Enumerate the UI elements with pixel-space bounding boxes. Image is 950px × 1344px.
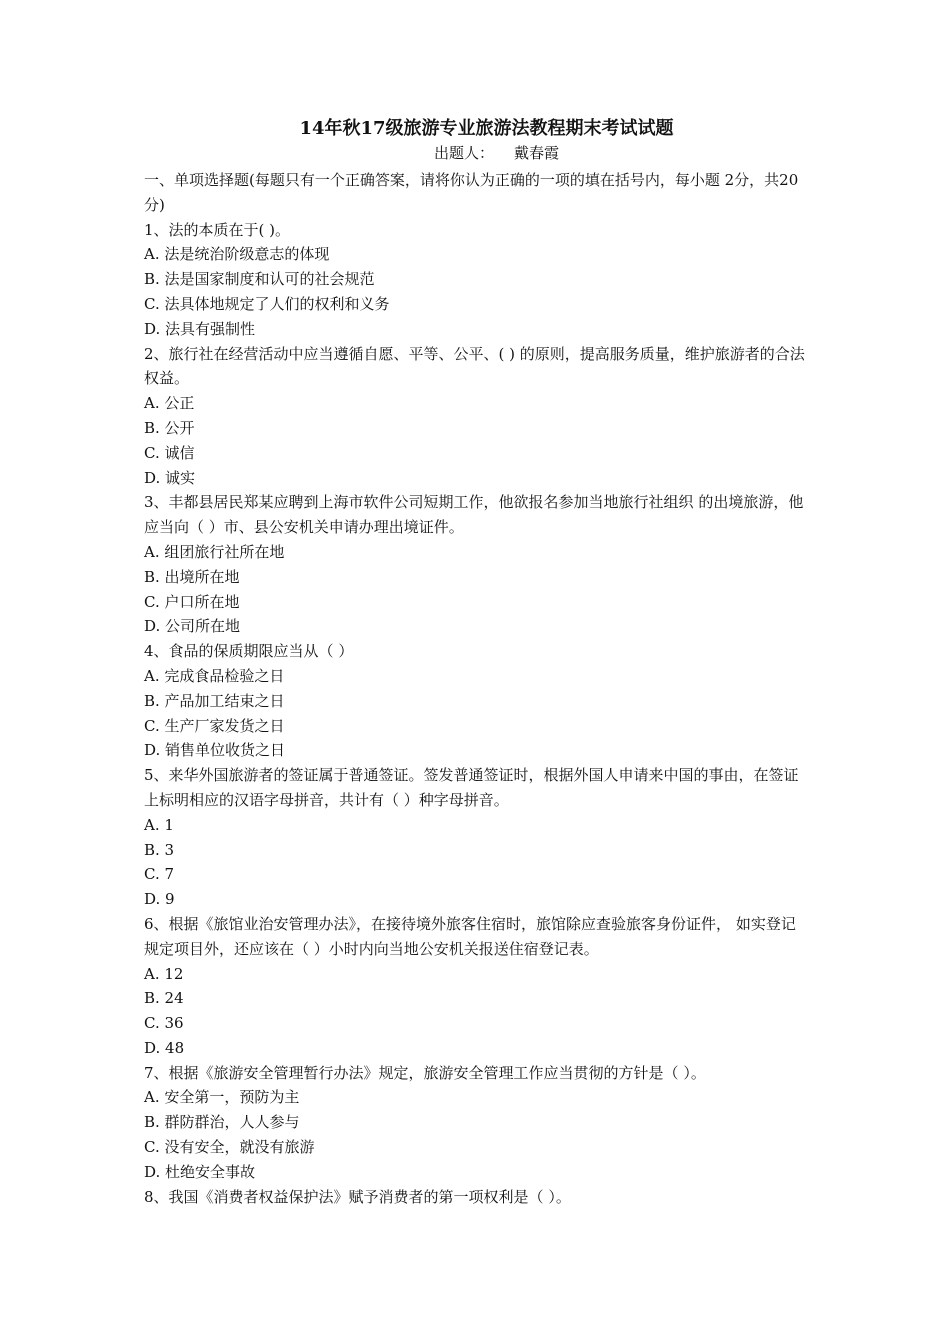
answer-option: C. 7 [144,865,175,884]
document-page [144,116,809,1209]
question-4 [144,639,809,763]
question-1 [144,218,809,342]
question-6 [144,912,809,1061]
document-title: 14年秋17级旅游专业旅游法教程期末考试试题 [299,118,674,139]
answer-option: A. 公正 [144,394,195,413]
author-name: 戴春霞 [514,144,560,162]
answer-option: C. 没有安全，就没有旅游 [144,1138,315,1157]
question-stem: 1、法的本质在于( )。 [144,220,291,239]
question-5 [144,763,809,912]
answer-option: D. 公司所在地 [144,617,241,636]
answer-option: D. 48 [144,1038,185,1057]
answer-option: A. 安全第一，预防为主 [144,1088,300,1107]
question-stem: 2、旅行社在经营活动中应当遵循自愿、平等、公平、( ) 的原则，提高服务质量，维护旅游者的合法权益。 [144,344,805,388]
section-heading: 一、单项选择题(每题只有一个正确答案，请将你认为正确的一项的填在括号内，每小题 2分，共20分) [144,171,799,214]
answer-option: B. 24 [144,989,184,1008]
question-stem: 7、根据《旅游安全管理暂行办法》规定，旅游安全管理工作应当贯彻的方针是（ ）。 [144,1063,706,1082]
answer-option: A. 1 [144,815,174,834]
question-2 [144,342,809,491]
question-stem: 3、丰都县居民郑某应聘到上海市软件公司短期工作，他欲报名参加当地旅行社组织 的出境旅游，他应当向（ ）市、县公安机关申请办理出境证件。 [144,493,804,537]
answer-option: C. 生产厂家发货之日 [144,716,285,735]
answer-option: C. 户口所在地 [144,592,240,611]
question-7 [144,1061,809,1185]
question-stem: 6、根据《旅馆业治安管理办法》，在接待境外旅客住宿时，旅馆除应查验旅客身份证件， 如实登记规定项目外，还应该在（ ）小时内向当地公安机关报送住宿登记表。 [144,914,796,958]
question-3 [144,490,809,639]
answer-option: D. 杜绝安全事故 [144,1162,256,1181]
answer-option: A. 完成食品检验之日 [144,666,285,685]
answer-option: A. 组团旅行社所在地 [144,542,285,561]
answer-option: B. 群防群治，人人参与 [144,1113,300,1132]
question-stem: 8、我国《消费者权益保护法》赋予消费者的第一项权利是（ ）。 [144,1187,571,1206]
answer-option: D. 销售单位收货之日 [144,741,286,760]
answer-option: A. 法是统治阶级意志的体现 [144,245,330,264]
answer-option: B. 产品加工结束之日 [144,691,285,710]
answer-option: D. 诚实 [144,468,196,487]
answer-option: C. 36 [144,1014,184,1033]
answer-option: B. 出境所在地 [144,567,240,586]
answer-option: D. 法具有强制性 [144,319,256,338]
answer-option: B. 3 [144,840,175,859]
author-label: 出题人： [433,144,494,162]
question-stem: 4、食品的保质期限应当从（ ） [144,642,354,661]
author-line [144,142,809,164]
question-list [144,218,809,1210]
answer-option: B. 公开 [144,418,195,437]
question-stem: 5、来华外国旅游者的签证属于普通签证。签发普通签证时，根据外国人申请来中国的事由，在签证上标明相应的汉语字母拼音，共计有（ ）种字母拼音。 [144,766,799,809]
answer-option: B. 法是国家制度和认可的社会规范 [144,270,375,289]
answer-option: C. 法具体地规定了人们的权利和义务 [144,294,390,313]
answer-option: A. 12 [144,964,184,983]
answer-option: D. 9 [144,890,175,909]
question-8 [144,1185,809,1210]
answer-option: C. 诚信 [144,443,195,462]
